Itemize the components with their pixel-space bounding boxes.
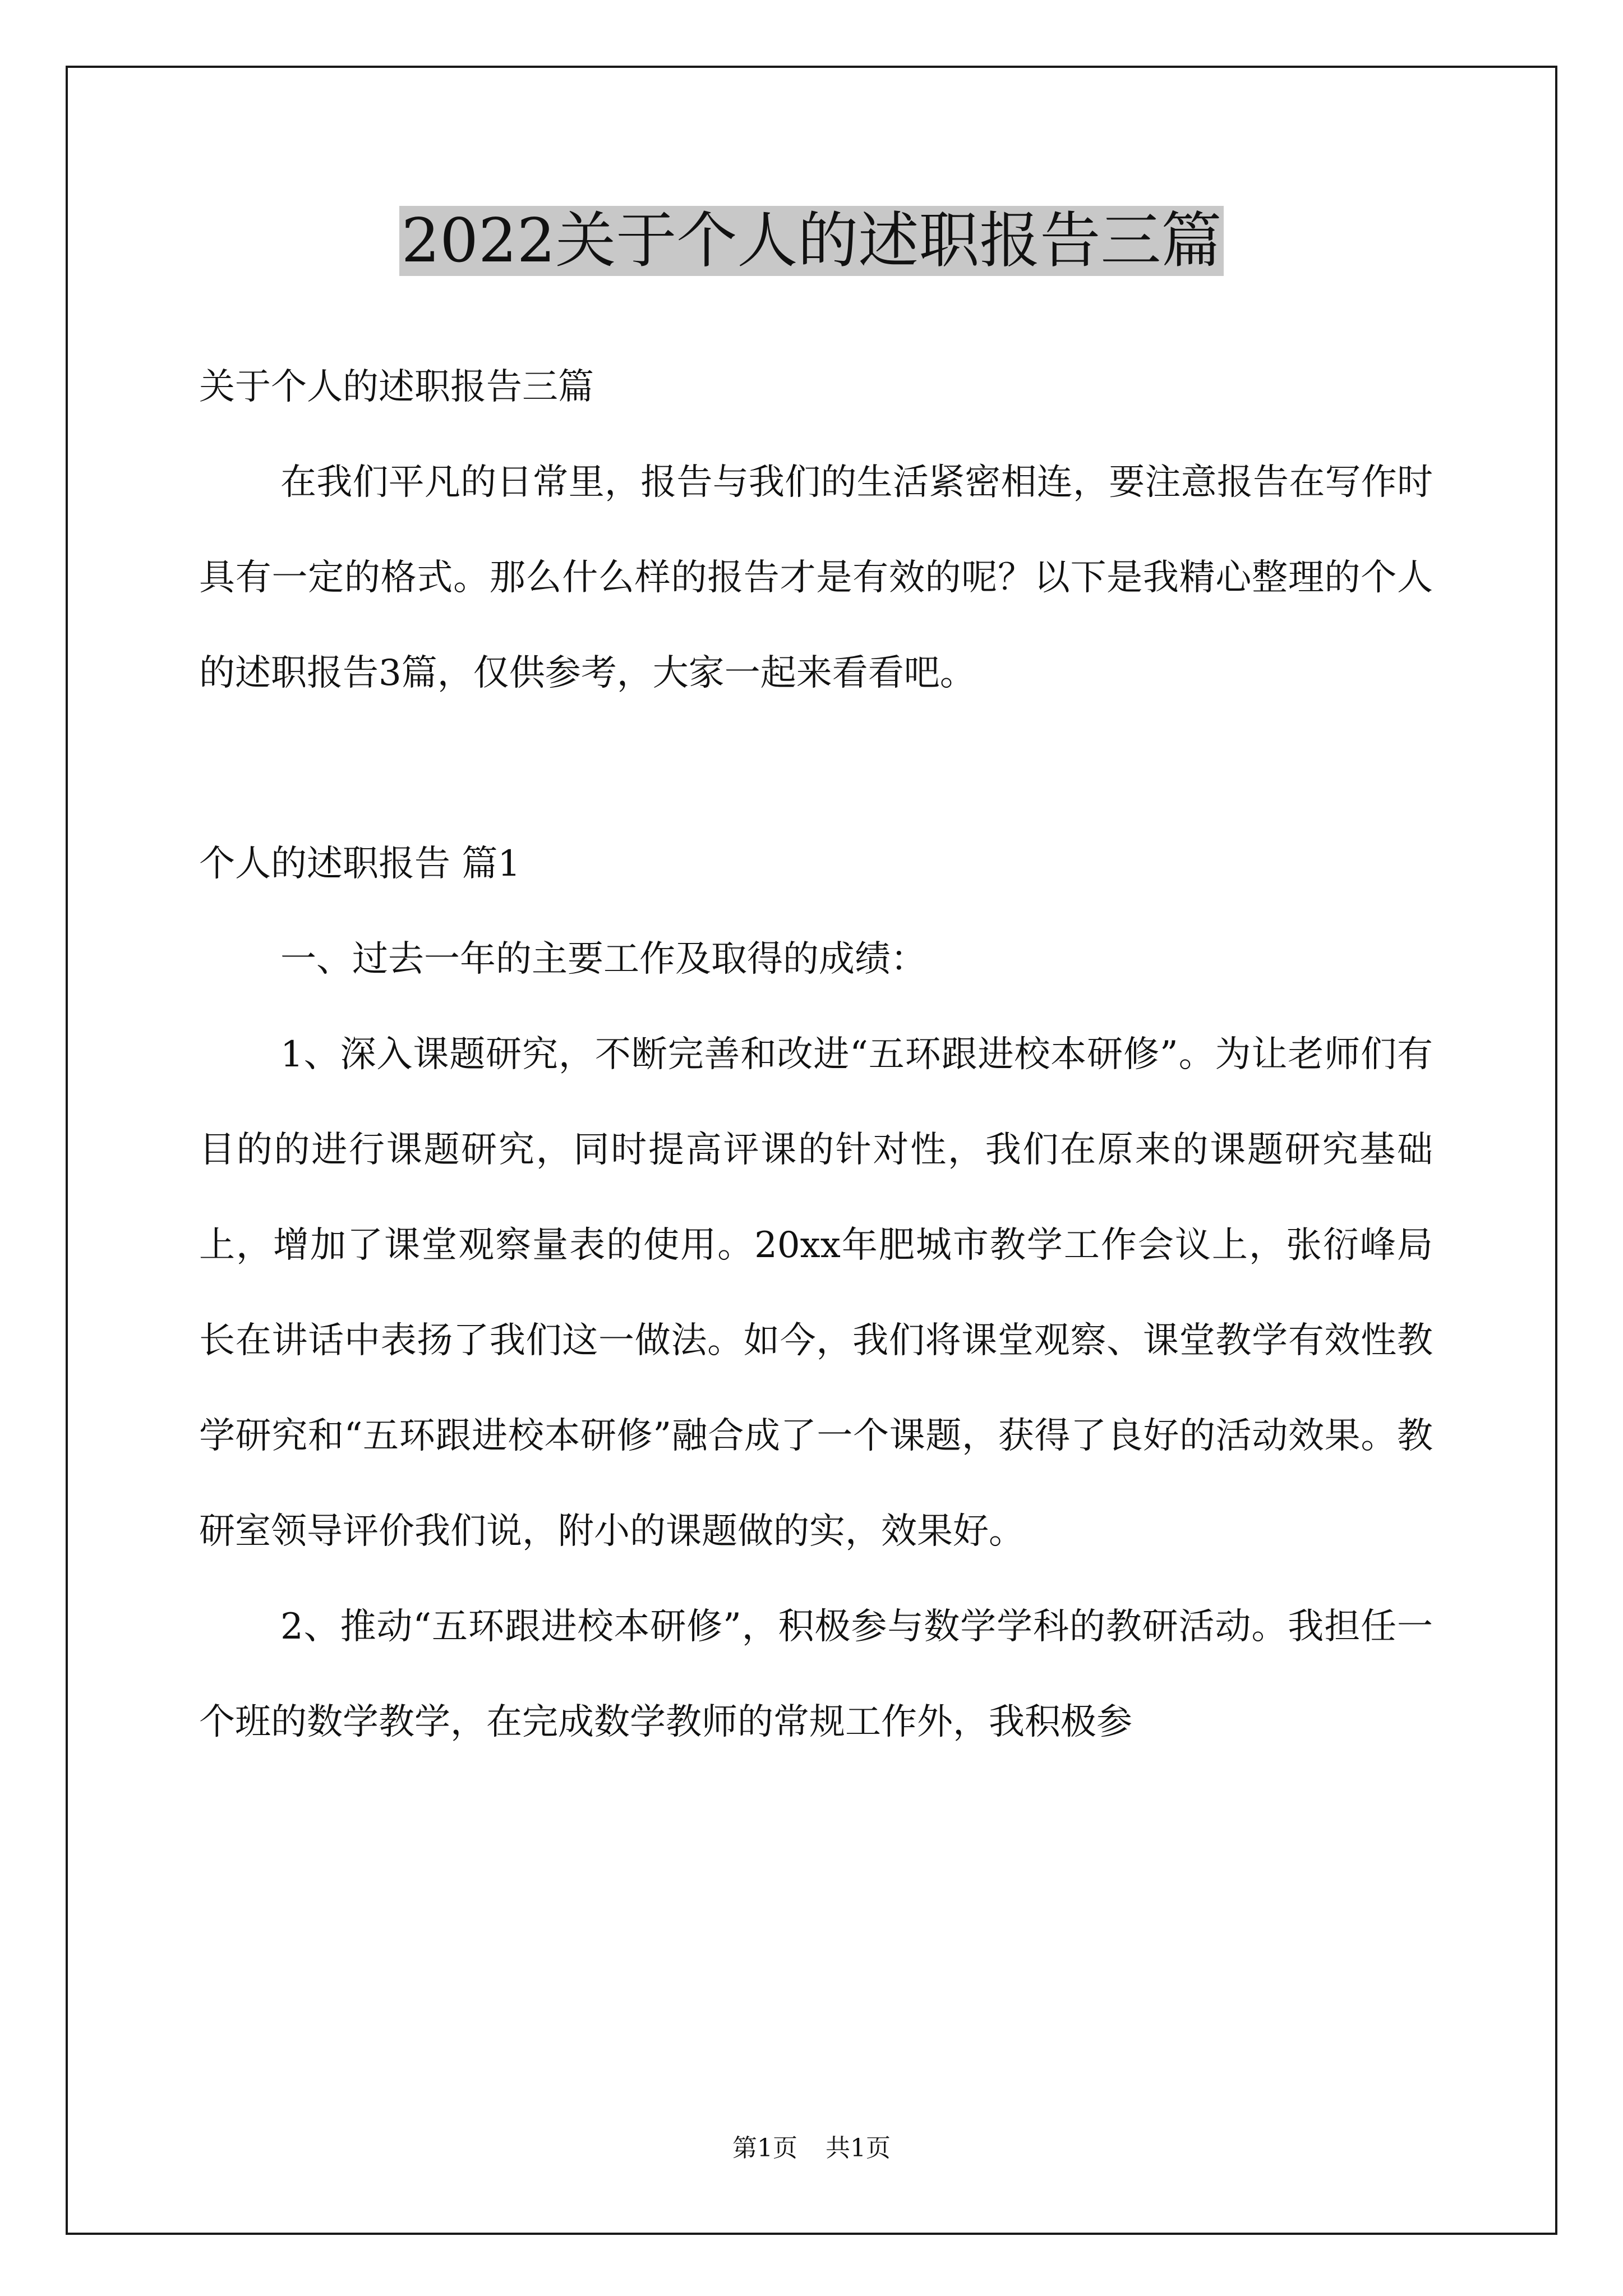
body-paragraph: 2、推动“五环跟进校本研修”，积极参与数学学科的教研活动。我担任一个班的数学教学，在完成数学教师的常规工作外，我积极参 [199,1606,1433,1743]
page-number-total: 共1页 [826,2134,891,2162]
section-heading: 个人的述职报告 篇1 [199,843,521,885]
document-title-text: 2022关于个人的述职报告三篇 [399,206,1224,276]
page-footer [0,2132,1623,2165]
body-paragraph: 一、过去一年的主要工作及取得的成绩： [280,938,926,980]
page-number-current: 第1页 [732,2134,797,2162]
document-body [199,339,1433,1770]
document-title [0,199,1623,283]
intro-paragraph: 在我们平凡的日常里，报告与我们的生活紧密相连，要注意报告在写作时具有一定的格式。那么什么样的报告才是有效的呢？以下是我精心整理的个人的述职报告3篇，仅供参考，大家一起来看看吧。 [199,462,1433,694]
body-paragraph: 1、深入课题研究，不断完善和改进“五环跟进校本研修”。为让老师们有目的的进行课题研究，同时提高评课的针对性，我们在原来的课题研究基础上，增加了课堂观察量表的使用。20xx年肥城市教学工作会议上，张衍峰局长在讲话中表扬了我们这一做法。如今，我们将课堂观察、课堂教学有效性教学研究和“五环跟进校本研修”融合成了一个课题，获得了良好的活动效果。教研室领导评价我们说，附小的课题做的实，效果好。 [199,1034,1433,1552]
section-spacer [199,721,1433,816]
document-subtitle: 关于个人的述职报告三篇 [199,366,594,408]
